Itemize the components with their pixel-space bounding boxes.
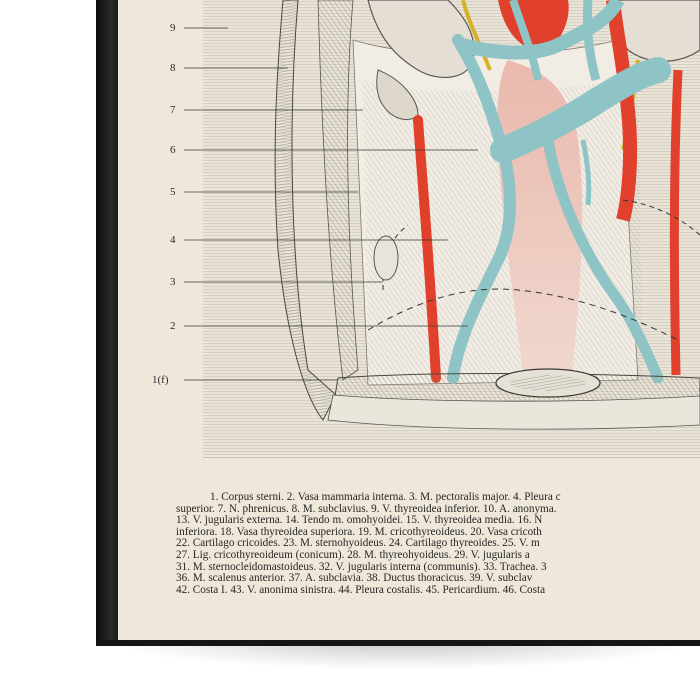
figure-label-9: 9	[170, 22, 176, 34]
black-frame-edge	[96, 0, 118, 646]
legend-line: 1. Corpus sterni. 2. Vasa mammaria interna. 3. M. pectoralis major. 4. Pleura c	[210, 491, 561, 503]
figure-legend	[176, 492, 700, 596]
legend-line: 22. Cartilago cricoides. 23. M. sternohyoideus. 24. Cartilago thyreoides. 25. V. m	[176, 537, 540, 550]
legend-line: 27. Lig. cricothyreoideum (conicum). 28. M. thyreohyoideus. 29. V. jugularis a	[176, 548, 530, 561]
legend-line: 36. M. scalenus anterior. 37. A. subclavia. 38. Ductus thoracicus. 39. V. subclav	[176, 572, 533, 585]
figure-label-5: 5	[170, 186, 176, 198]
figure-label-7: 7	[170, 104, 176, 116]
legend-line: 13. V. jugularis externa. 14. Tendo m. omohyoidei. 15. V. thyreoidea media. 16. N	[176, 514, 543, 527]
legend-line: 31. M. sternocleidomastoideus. 32. V. jugularis interna (communis). 33. Trachea. 3	[176, 560, 547, 573]
figure-label-8: 8	[170, 62, 176, 74]
figure-label-1f: 1(f)	[152, 374, 169, 386]
legend-line: inferiora. 18. Vasa thyreoidea superiora. 19. M. cricothyreoideus. 20. Vasa cricoth	[176, 525, 542, 538]
figure-label-2: 2	[170, 320, 176, 332]
legend-line: 42. Costa I. 43. V. anonima sinistra. 44. Pleura costalis. 45. Pericardium. 46. Costa	[176, 583, 546, 596]
anatomical-illustration	[118, 0, 700, 470]
figure-label-6: 6	[170, 144, 176, 156]
figure-label-3: 3	[170, 276, 176, 288]
legend-line: superior. 7. N. phrenicus. 8. M. subclavius. 9. V. thyreoidea inferior. 10. A. anonyma.	[176, 502, 557, 515]
black-frame-bottom	[96, 640, 700, 646]
figure-label-4: 4	[170, 234, 176, 246]
print-paper	[118, 0, 700, 640]
artery-far-right	[674, 70, 678, 375]
